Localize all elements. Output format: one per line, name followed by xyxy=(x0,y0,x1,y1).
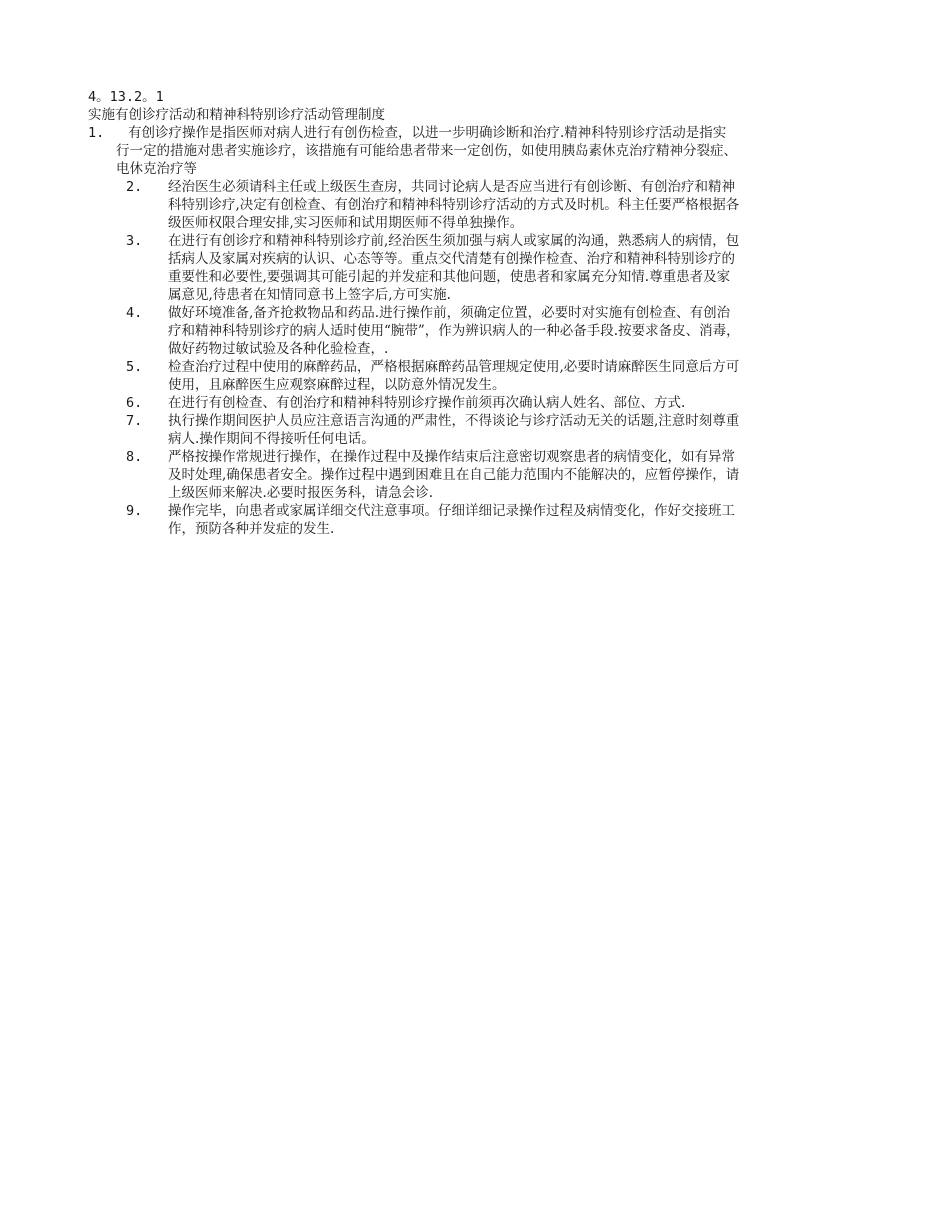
list-item-line: 疗和精神科特别诊疗的病人适时使用“腕带”，作为辨识病人的一种必备手段.按要求备皮、消毒， xyxy=(168,323,740,339)
list-item-line: 行一定的措施对患者实施诊疗，该措施有可能给患者带来一定创伤，如使用胰岛素休克治疗精神分裂症、 xyxy=(116,143,737,159)
list-item-number: 8. xyxy=(126,449,143,465)
list-item-line: 属意见,待患者在知情同意书上签字后,方可实施. xyxy=(168,287,451,303)
document-title: 实施有创诊疗活动和精神科特别诊疗活动管理制度 xyxy=(88,107,385,123)
list-item-line: 科特别诊疗,决定有创检查、有创治疗和精神科特别诊疗活动的方式及时机。科主任要严格根据各 xyxy=(168,197,740,213)
list-item-number: 2. xyxy=(126,179,143,195)
list-item-number: 9. xyxy=(126,503,143,519)
list-item-line: 检查治疗过程中使用的麻醉药品，严格根据麻醉药品管理规定使用,必要时请麻醉医生同意后方可 xyxy=(168,359,740,375)
list-item-line: 重要性和必要性,要强调其可能引起的并发症和其他问题，使患者和家属充分知情.尊重患者及家 xyxy=(168,269,731,285)
list-item-line: 作，预防各种并发症的发生. xyxy=(168,521,335,537)
list-item-7 xyxy=(88,412,878,448)
list-item-line: 使用，且麻醉医生应观察麻醉过程，以防意外情况发生。 xyxy=(168,377,506,393)
list-item-number: 7. xyxy=(126,413,143,429)
list-item-9 xyxy=(88,502,878,538)
list-item-line: 级医师权限合理安排,实习医师和试用期医师不得单独操作。 xyxy=(168,215,524,231)
list-item-line: 病人.操作期间不得接听任何电话。 xyxy=(168,431,375,447)
list-item-number: 3. xyxy=(126,233,143,249)
list-item-line: 经治医生必须请科主任或上级医生查房，共同讨论病人是否应当进行有创诊断、有创治疗和精神 xyxy=(168,179,735,195)
list-item-line: 在进行有创诊疗和精神科特别诊疗前,经治医生须加强与病人或家属的沟通，熟悉病人的病情，包 xyxy=(168,233,740,249)
list-item-line: 执行操作期间医护人员应注意语言沟通的严肃性，不得谈论与诊疗活动无关的话题,注意时刻尊重 xyxy=(168,413,740,429)
list-item-line: 严格按操作常规进行操作，在操作过程中及操作结束后注意密切观察患者的病情变化，如有异常 xyxy=(168,449,735,465)
list-item-line: 括病人及家属对疾病的认识、心态等等。重点交代清楚有创操作检查、治疗和精神科特别诊疗的 xyxy=(168,251,735,267)
document-body xyxy=(88,88,878,538)
list-item-number: 6. xyxy=(126,395,143,411)
list-item-line: 做好药物过敏试验及各种化验检查，. xyxy=(168,341,389,357)
section-number: 4。13.2。1 xyxy=(88,89,164,105)
list-item-5 xyxy=(88,358,878,394)
list-item-6 xyxy=(88,394,878,412)
list-item-line: 及时处理,确保患者安全。操作过程中遇到困难且在自己能力范围内不能解决的，应暂停操作，请 xyxy=(168,467,740,483)
list-item-1 xyxy=(88,124,878,178)
list-item-8 xyxy=(88,448,878,502)
list-item-line: 有创诊疗操作是指医师对病人进行有创伤检查，以进一步明确诊断和治疗.精神科特别诊疗活动是指实 xyxy=(128,125,727,141)
list-item-line: 做好环境准备,备齐抢救物品和药品.进行操作前，须确定位置，必要时对实施有创检查、有创治 xyxy=(168,305,731,321)
list-item-2 xyxy=(88,178,878,232)
list-item-4 xyxy=(88,304,878,358)
list-item-line: 上级医师来解决.必要时报医务科，请急会诊. xyxy=(168,485,434,501)
list-item-3 xyxy=(88,232,878,304)
list-item-number: 1. xyxy=(88,125,105,141)
list-item-number: 5. xyxy=(126,359,143,375)
list-item-line: 操作完毕，向患者或家属详细交代注意事项。仔细详细记录操作过程及病情变化，作好交接班工 xyxy=(168,503,735,519)
list-item-number: 4. xyxy=(126,305,143,321)
list-item-line: 电休克治疗等 xyxy=(116,161,197,177)
list-item-line: 在进行有创检查、有创治疗和精神科特别诊疗操作前须再次确认病人姓名、部位、方式. xyxy=(168,395,686,411)
